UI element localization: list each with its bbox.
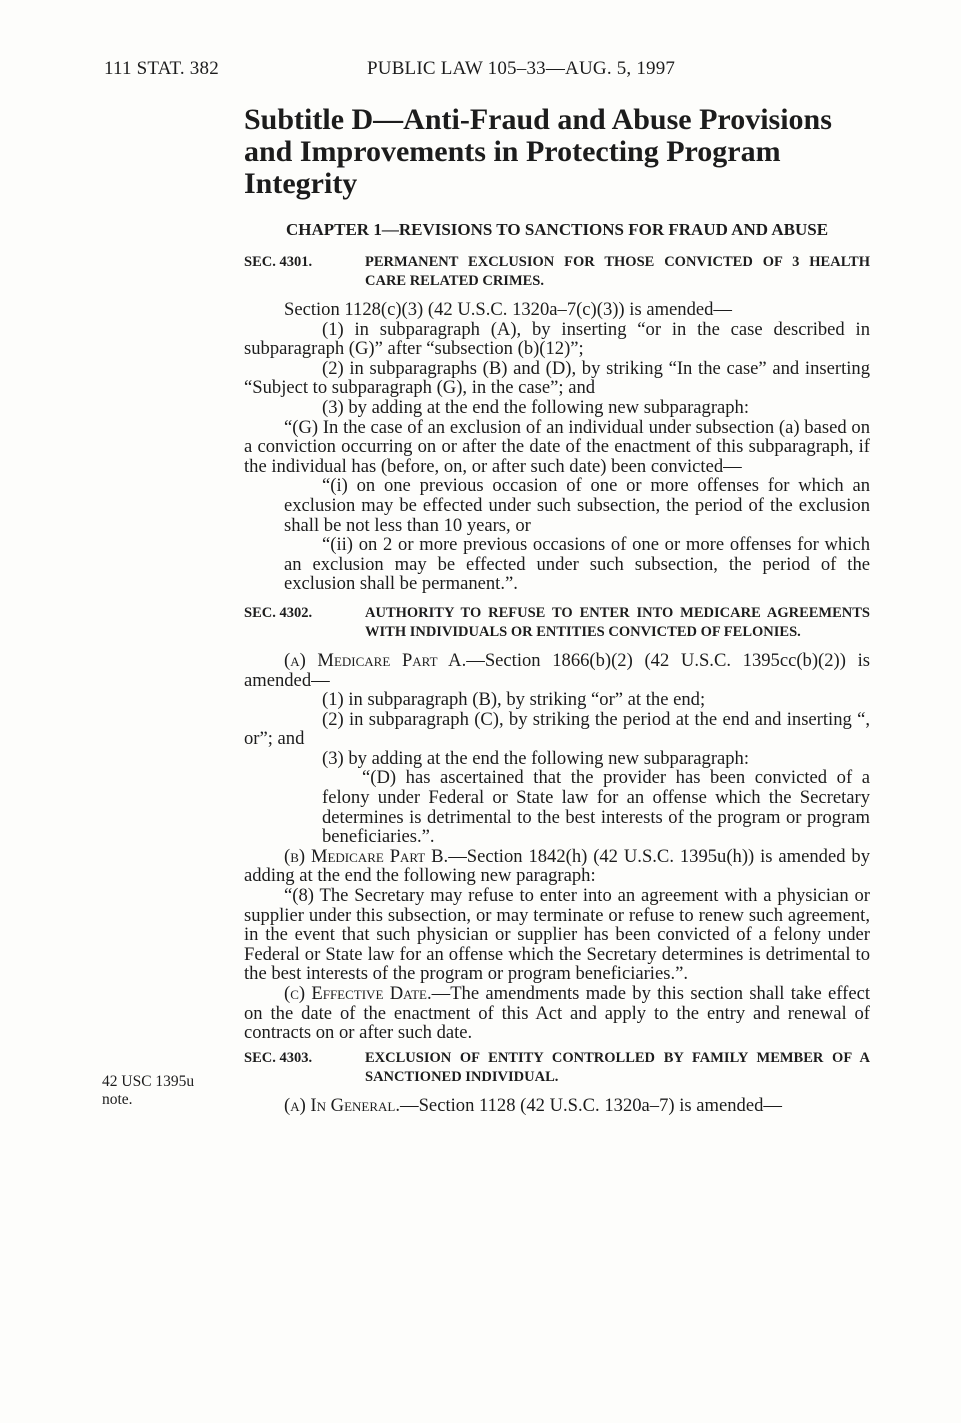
subsection-a-heading: (a) In General. <box>284 1094 400 1116</box>
section-number: SEC. 4302. <box>244 604 313 621</box>
text-column <box>244 104 870 1115</box>
sec-4301-paragraph-1: (1) in subparagraph (A), by inserting “or in the case described in subparagraph (G)” after “subsection (b)(12)”; <box>244 318 870 360</box>
page-number: 111 STAT. 382 <box>104 58 219 79</box>
section-4301-heading <box>244 253 870 291</box>
subsection-b-heading: (b) Medicare Part B. <box>284 845 449 867</box>
sec-4302-paragraph-8: “(8) The Secretary may refuse to enter into an agreement with a physician or supplier under this subsection, or may terminate or refuse to renew such agreement, in the event that such physician or supplier has been convicted of a felony under Federal or State law for an offense which the Secretary determines is detrimental to the best interests of the program or program beneficiaries.”. <box>244 885 870 985</box>
margin-note: 42 USC 1395u note. <box>102 1073 195 1108</box>
sec-4301-paragraph-2: (2) in subparagraphs (B) and (D), by striking “In the case” and inserting “Subject to subparagraph (G), in the case”; and <box>244 357 870 399</box>
sec-4302-paragraph-3: (3) by adding at the end the following new subparagraph: <box>322 747 750 769</box>
section-title: PERMANENT EXCLUSION FOR THOSE CONVICTED OF 3 HEALTH CARE RELATED CRIMES. <box>365 254 870 289</box>
sec-4302-paragraph-1: (1) in subparagraph (B), by striking “or” at the end; <box>322 689 706 711</box>
sec-4301-subparagraph-g: “(G) In the case of an exclusion of an individual under subsection (a) based on a conviction occurring on or after the date of the enactment of this subparagraph, if the individual has (before, on, or after such date) been convicted— <box>244 416 870 477</box>
sec-4301-intro: Section 1128(c)(3) (42 U.S.C. 1320a–7(c)(3)) is amended— <box>284 299 733 320</box>
sec-4301-clause-i: “(i) on one previous occasion of one or more offenses for which an exclusion may be effected under such subsection, the period of the exclusion shall be not less than 10 years, or <box>284 475 870 536</box>
sec-4302-subsection-c <box>244 984 870 1043</box>
law-reference: PUBLIC LAW 105–33—AUG. 5, 1997 <box>367 58 676 79</box>
subtitle-heading: Subtitle D—Anti-Fraud and Abuse Provisions and Improvements in Protecting Program Integrity <box>244 103 832 200</box>
sec-4302-subsection-b <box>244 847 870 886</box>
sec-4302-paragraph-2: (2) in subparagraph (C), by striking the period at the end and inserting “, or”; and <box>244 708 870 750</box>
subsection-a-text: —Section 1866(b)(2) (42 U.S.C. 1395cc(b)(2)) is amended— <box>244 649 870 691</box>
section-4303-heading <box>244 1049 870 1087</box>
sec-4301-clause-ii: “(ii) on 2 or more previous occasions of one or more offenses for which an exclusion may be effected under such subsection, the period of the exclusion shall be permanent.”. <box>284 534 870 595</box>
sec-4303-subsection-a <box>244 1096 870 1116</box>
sec-4301-paragraph-3: (3) by adding at the end the following new subparagraph: <box>322 396 750 418</box>
section-number: SEC. 4301. <box>244 254 313 270</box>
sec-4302-subsection-a <box>244 651 870 690</box>
section-4302-heading <box>244 604 870 642</box>
section-title: AUTHORITY TO REFUSE TO ENTER INTO MEDICARE AGREEMENTS WITH INDIVIDUALS OR ENTITIES CONVICTED OF FELONIES. <box>365 604 870 640</box>
subsection-a-text: —Section 1128 (42 U.S.C. 1320a–7) is amended— <box>400 1094 782 1116</box>
sec-4302-subparagraph-d: “(D) has ascertained that the provider has been convicted of a felony under Federal or State law for an offense which the Secretary determines is detrimental to the best interests of the program or program beneficiaries.”. <box>322 767 870 848</box>
section-number: SEC. 4303. <box>244 1049 313 1066</box>
subsection-c-heading: (c) Effective Date. <box>284 983 432 1004</box>
subsection-a-heading: (a) Medicare Part A. <box>284 649 467 671</box>
chapter-heading: CHAPTER 1—REVISIONS TO SANCTIONS FOR FRAUD AND ABUSE <box>285 220 829 239</box>
subsection-c-text: —The amendments made by this section shall take effect on the date of the enactment of this Act and apply to the entry and renewal of contracts on or after such date. <box>244 983 870 1044</box>
section-title: EXCLUSION OF ENTITY CONTROLLED BY FAMILY MEMBER OF A SANCTIONED INDIVIDUAL. <box>365 1049 870 1085</box>
subsection-b-text: —Section 1842(h) (42 U.S.C. 1395u(h)) is amended by adding at the end the following new paragraph: <box>244 845 870 887</box>
